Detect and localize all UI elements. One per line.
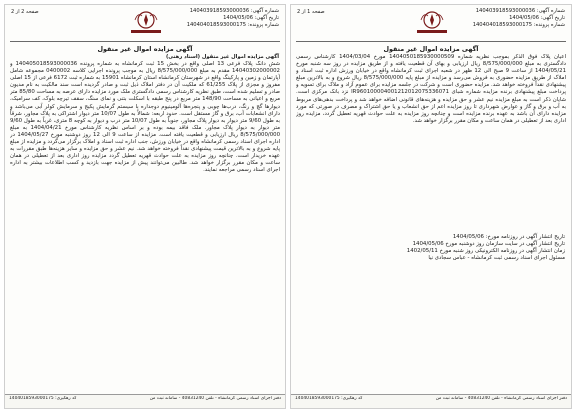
ad-number: شماره آگهی: 140403918593000036 [475,8,565,14]
case-number: شماره پرونده: 140404018593000175 [186,22,279,28]
ad-title: آگهی مزایده اموال غیر منقول [383,45,479,53]
judiciary-emblem-icon [395,8,469,36]
header-divider [296,41,566,42]
header-divider [10,41,280,42]
ad-date: تاریخ آگهی: 1404/05/06 [223,15,279,21]
footer-office: دفتر اجرای اسناد رسمی کرمانشاه - تلفن 40831240 - سامانه ثبت من [435,396,567,401]
publication-line: تاریخ انتشار آگهی در سایت سازمان روز دوشنبه مورخ 1404/05/06 [412,241,565,248]
ad-body-text: اعیان پلاک فوق الذکر بموجب نظریه شماره 1404050185930000509 مورخ 1404/03/04 کارشناس رسمی دادگستری به مبلغ 8/575/000/000 ریال ارزیابی و بهای آن قطعیت یافته و از طریق مزایده در روز سه شنبه مورخ 1404/05/21 از ساعت 9 صبح الی 12 ظهر در شعبه اجرای ثبت کرمانشاه واقع در خیابان ورزش اداره ثبت اسناد و املاک از طریق مزایده حضوری به فروش می‌رسد و مزایده از مبلغ پایه 8/575/000/000 ریال شروع و به بالاترین مبلغ پیشنهادی نقداً فروخته خواهد شد. مزایده حضوری است و شرکت در جلسه مزایده برای عموم آزاد و ملاک برای تسویه و پرداخت مبلغ پیشنهادی برنده مزایده شماره شبای IR960100004001212012075336071 نزد بانک مرکزی است. شایان ذکر است به مبلغ مزایده نیم عشر و حق مزایده و هزینه‌های قانونی اضافه خواهد شد و پرداخت بدهی‌های مربوط به آب و برق و گاز و عوارض شهرداری تا روز مزایده اعم از حق انشعاب و یا حق اشتراک و مصرف در صورتی که مورد مزایده دارای آن باشد به عهده برنده مزایده است و چنانچه روز مزایده به علت حوادث قهریه تعطیل گردد، مزایده روز اداری بعد از تعطیلی در همان ساعت و مکان مقرر برگزار خواهد شد. [296,54,566,124]
ad-page-2 [4,4,286,409]
ad-metadata [187,8,279,29]
case-number: شماره پرونده: 140404018593000175 [472,22,565,28]
ad-title: آگهی مزایده اموال غیر منقول [97,45,193,53]
ad-body-text: شش دانگ پلاک فرعی 13 اصلی واقع در بخش 15 ثبت کرمانشاه به شماره پرونده 140405018593000036 و 14040302000002 مقدم به مبلغ 8/575/000/000 ریال به موجب پرونده اجرایی کلاسه 0400002 مجموعه شامل آپارتمان و زمین و پارکینگ واقع در شهرستان کرمانشاه استان کرمانشاه 15901 به شماره ثبت 6172 فرعی از 15 اصلی مفروز و مجزی از پلاک 61/255 که ملکیت آن در دفتر املاک ذیل ثبت و صادر گردیده است سند مالکیت به نام مدیون صادر و تسلیم شده است، طبق نظریه کارشناس رسمی دادگستری ملک مورد مزایده دارای عرصه به مساحت 85/80 متر مربع و اعیانی به مساحت 148/90 متر مربع در پنج طبقه با اسکلت بتنی و نمای سنگ، سقف تیرچه بلوک، کف سرامیک، دیوارها گچ و رنگ، درب‌ها چوبی و پنجره‌ها آلومینیوم دوجداره با سیستم گرمایش پکیج و سرمایش کولر آبی می‌باشد و دارای انشعابات آب، برق و گاز مستقل است. حدود اربعه: شمالاً به طول 10/07 متر دیوار اشتراکی به پلاک مجاور، شرقاً به طول 9/60 متر دیوار به دیوار پلاک مجاور، جنوباً به طول 10/07 متر درب و دیوار به کوچه 8 متری، غرباً به طول 9/60 متر دیوار به دیوار پلاک مجاور. ملک فاقد بیمه بوده و بر اساس نظریه کارشناس مورخ 1404/04/21 به مبلغ 8/575/000/000 ریال ارزیابی و قطعیت یافته است. مزایده از ساعت 9 الی 12 روز دوشنبه مورخ 1404/05/27 در اداره اجرای اسناد رسمی کرمانشاه واقع در خیابان ورزش، جنب اداره ثبت اسناد و املاک برگزار می‌گردد و مزایده از مبلغ پایه شروع و به بالاترین قیمت پیشنهادی نقداً فروخته خواهد شد. نیم عشر و حق مزایده و سایر هزینه‌ها طبق مقررات به عهده خریدار است. چنانچه روز مزایده به علت حوادث قهریه تعطیل گردد مزایده روز اداری بعد از تعطیلی در همان ساعت و مکان مقرر برگزار خواهد شد. طالبین می‌توانند پیش از مزایده جهت بازدید و کسب اطلاعات بیشتر به اداره اجرای اسناد رسمی مراجعه نمایند. [10,61,280,174]
page-header [291,5,571,41]
page-number: صفحه 2 از 2 [11,9,39,15]
signatory-line: مسئول اجرای اسناد رسمی ثبت کرمانشاه - عباس سجادی نیا [428,255,565,262]
ad-subtitle: آگهی مزایده اموال غیر منقول (اسناد رهنی) [165,54,279,60]
footer-office: دفتر اجرای اسناد رسمی کرمانشاه - تلفن 40831240 - سامانه ثبت من [149,396,281,401]
publication-line: زمان انتشار آگهی در روزنامه الکترونیکی روز شنبه مورخ 1402/05/11 [406,248,565,255]
ad-page-1 [290,4,572,409]
page-header [5,5,285,41]
page-footer [291,394,571,408]
judiciary-emblem-icon [109,8,183,36]
footer-tracking-code: کد رهگیری: 1404018593000175 [9,396,77,401]
ad-metadata [473,8,565,29]
page-number: صفحه 1 از 2 [297,9,325,15]
footer-tracking-code: کد رهگیری: 1404018593000175 [295,396,363,401]
publication-line: تاریخ انتشار آگهی در روزنامه مورخ: 1404/05/06 [452,234,565,240]
publication-info [297,234,565,262]
ad-date: تاریخ آگهی: 1404/05/06 [509,15,565,21]
ad-number: شماره آگهی: 140403918593000036 [189,8,279,14]
page-footer [5,394,285,408]
